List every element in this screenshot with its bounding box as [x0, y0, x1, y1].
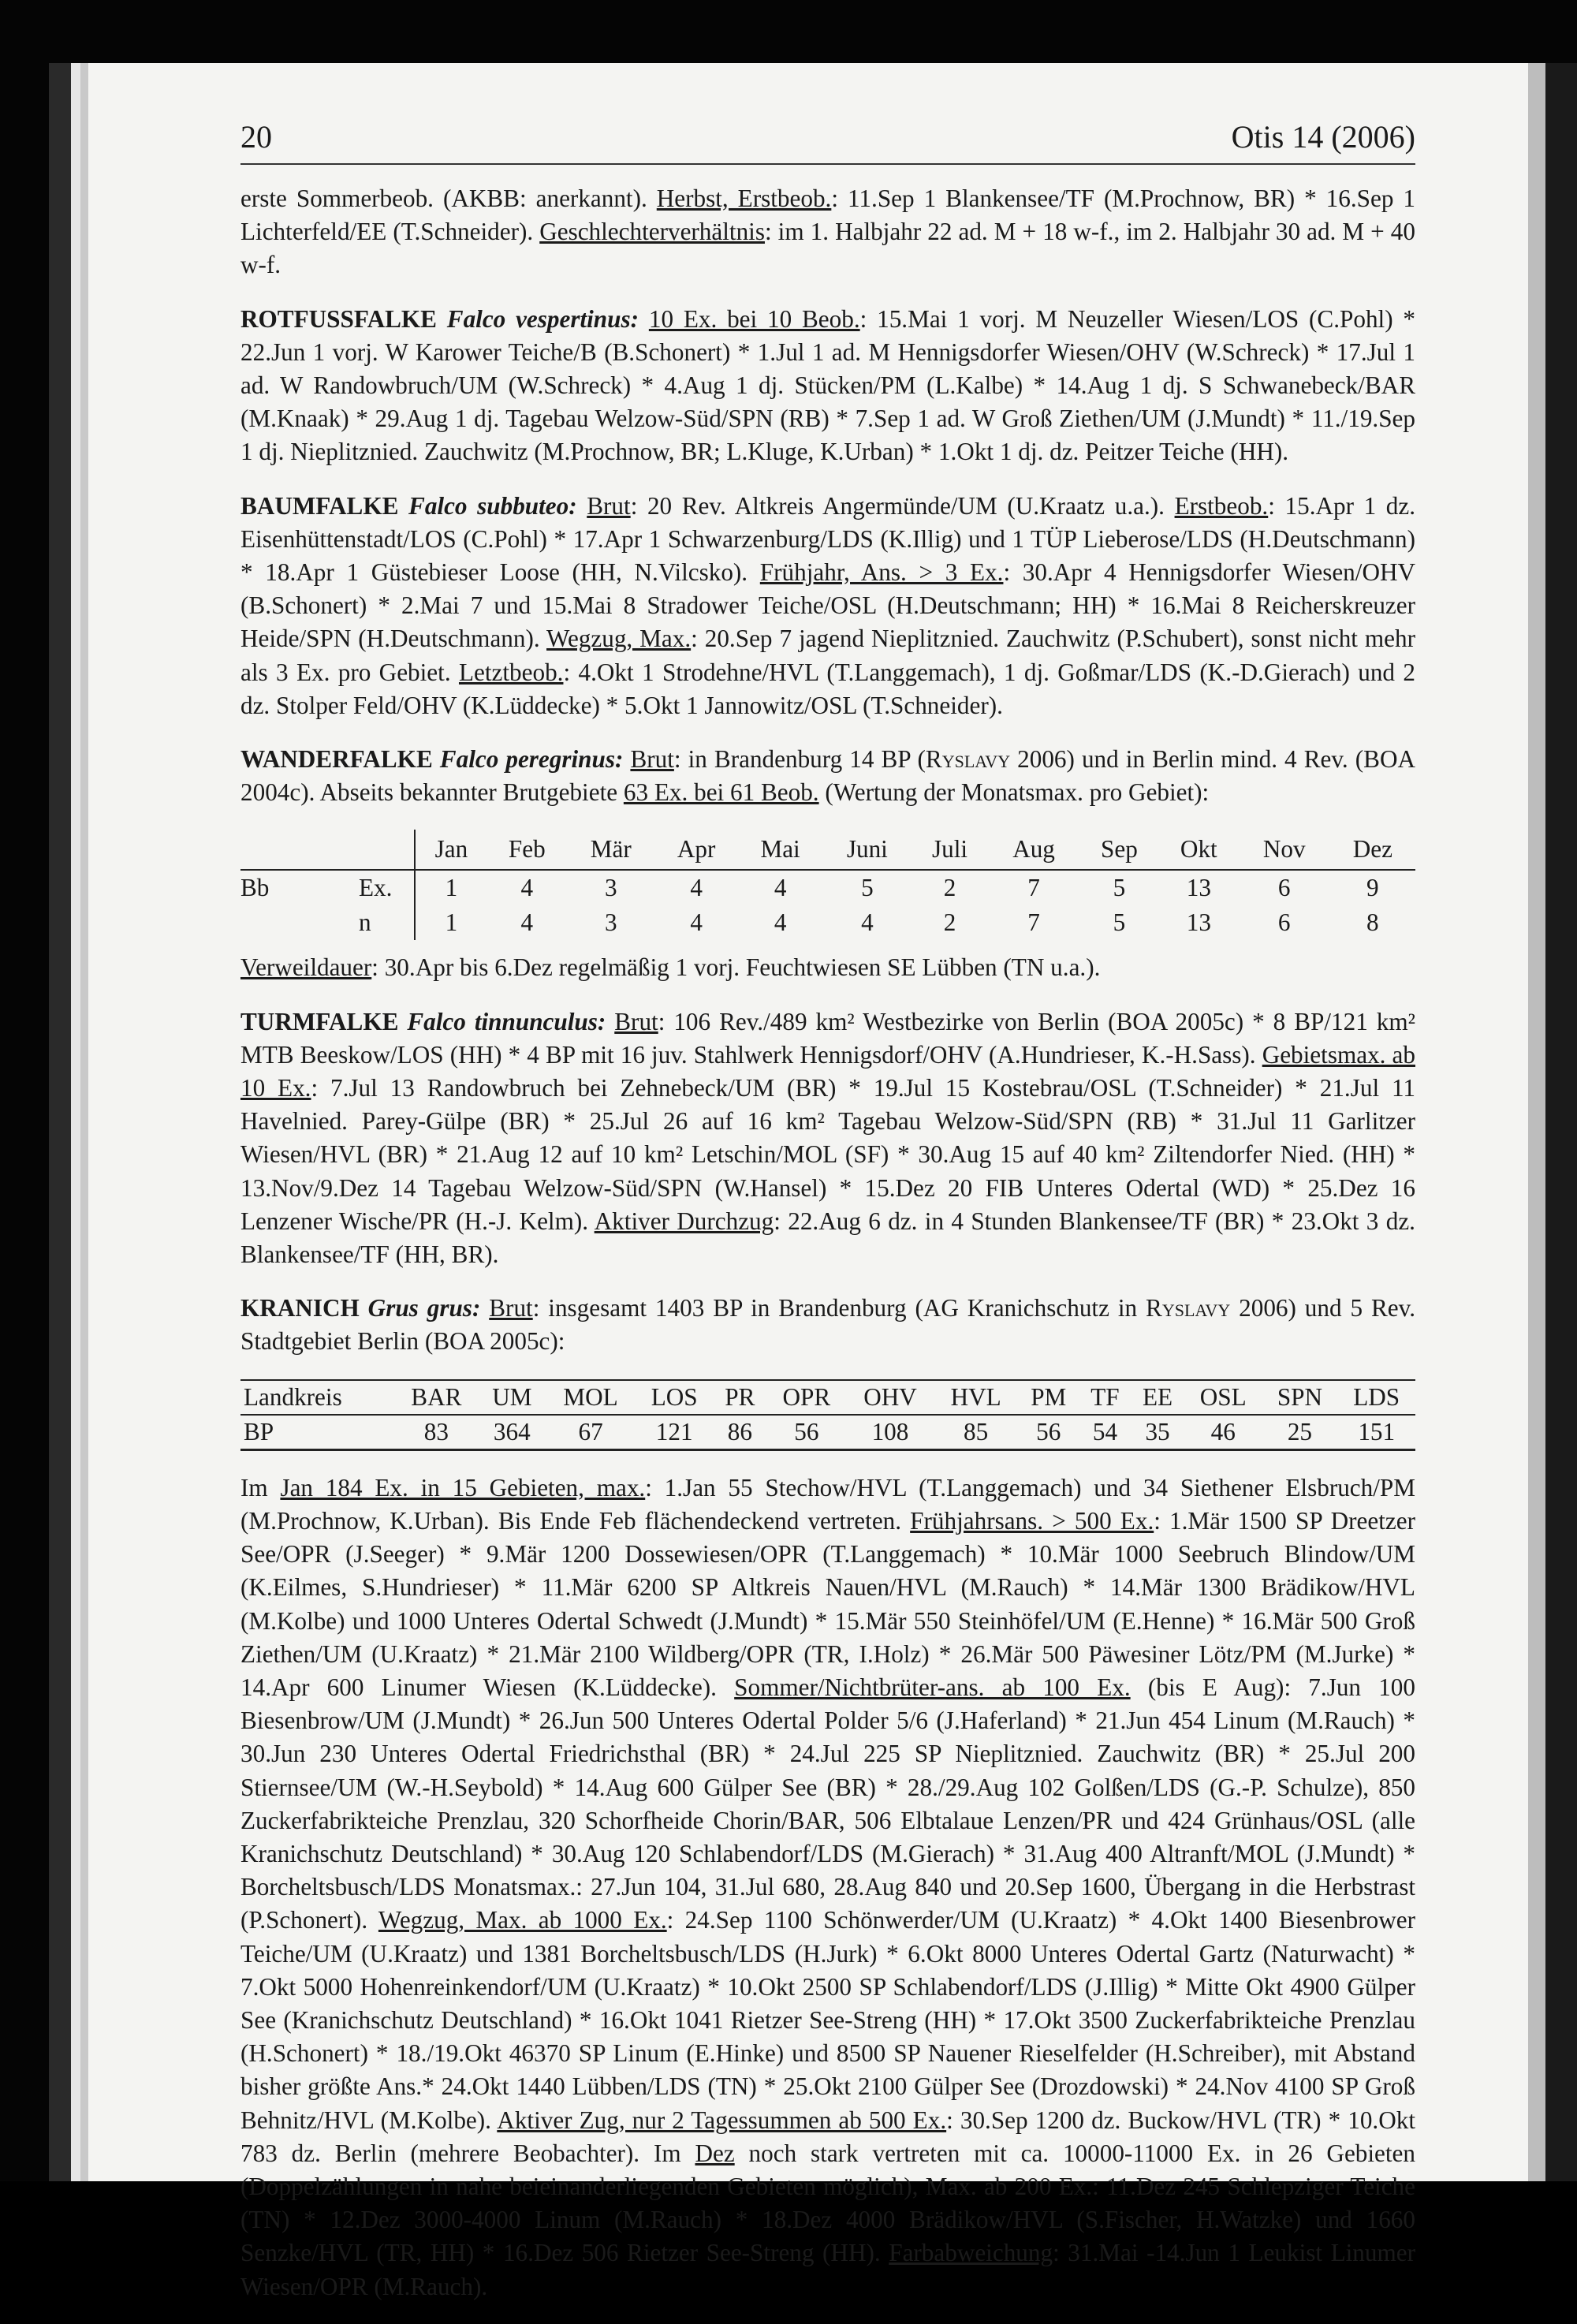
underlined-heading: Brut: [489, 1294, 533, 1322]
month-header: Juni: [846, 835, 888, 864]
table-cell: 3: [604, 908, 617, 937]
underlined-heading: Aktiver Zug, nur 2 Tagessummen ab 500 Ex.: [497, 2106, 947, 2134]
table-cell: 8: [1366, 908, 1379, 937]
table-cell: BP: [240, 1415, 394, 1450]
scientific-name: Grus grus:: [367, 1294, 481, 1322]
table-cell: 9: [1330, 870, 1415, 905]
text-run: : 22.Aug 6 dz. in 4 Stunden Blankensee/TF (BR) * 23.Okt 3 dz. Blankensee/TF (HH, BR).: [240, 1207, 1415, 1269]
row-label-measure: Ex.: [359, 870, 415, 905]
underlined-heading: Gebietsmax. ab 10 Ex.: [240, 1040, 1415, 1102]
district-header: OPR: [766, 1380, 846, 1415]
underlined-heading: Frühjahrsans. > 500 Ex.: [910, 1506, 1154, 1535]
table-cell: 121: [636, 1415, 713, 1450]
month-header: Feb: [508, 835, 546, 864]
table-cell: 4: [737, 870, 822, 905]
underlined-heading: 63 Ex. bei 61 Beob.: [623, 778, 819, 807]
page-number: 20: [240, 119, 272, 155]
text-run: : 1.Jan 55 Stechow/HVL (T.Langgemach) und 34 Siethener Elsbruch/PM (M.Prochnow, K.Urban). Bis Ende Feb flächendeckend vertreten.: [240, 1473, 1415, 1535]
page-content: [240, 118, 1415, 2324]
table-cell: 4: [774, 908, 787, 937]
month-header: Dez: [1352, 835, 1392, 864]
table-cell: 4: [487, 870, 567, 905]
district-header: OSL: [1184, 1380, 1262, 1415]
text-run: (Wertung der Monatsmax. pro Gebiet):: [818, 778, 1210, 807]
underlined-heading: Sommer/Nichtbrüter-ans. ab 100 Ex.: [734, 1673, 1131, 1701]
underlined-heading: Geschlechterverhältnis: [539, 218, 765, 246]
underlined-heading: Verweildauer: [240, 953, 372, 982]
kranich-para: [240, 1292, 1415, 1358]
table-cell: 2: [943, 908, 956, 937]
text-run: : 30.Apr 4 Hennigsdorfer Wiesen/OHV (B.Schonert) * 2.Mai 7 und 15.Mai 8 Stradower Teiche/OSL (H.Deutschmann; HH) * 16.Mai 8 Reicherskreuzer Heide/SPN (H.Deutschmann).: [240, 558, 1416, 653]
table-cell: 13: [1159, 870, 1239, 905]
text-run: 2006) und 5 Rev. Stadtgebiet Berlin (BOA 2005c):: [240, 1294, 1416, 1356]
text-run: : 106 Rev./489 km² Westbezirke von Berlin (BOA 2005c) * 8 BP/121 km² MTB Beeskow/LOS (HH) * 4 BP mit 16 juv. Stahlwerk Hennigsdorf/OHV (A.Hundrieser, K.-H.Sass).: [240, 1007, 1415, 1069]
month-header: Mai: [760, 835, 800, 864]
table-cell: 46: [1184, 1415, 1262, 1450]
page-stack-edge-right: [1528, 63, 1545, 2181]
month-header: Juli: [932, 835, 968, 864]
underlined-heading: Frühjahr, Ans. > 3 Ex.: [759, 558, 1004, 587]
text-run: : 1.Mär 1500 SP Dreetzer See/OPR (J.Seeger) * 9.Mär 1200 Dossewiesen/OPR (T.Langgemach) * 10.Mär 1000 Seebruch Blindow/UM (K.Eilmes, S.Hundrieser) * 11.Mär 6200 SP Altkreis Nauen/HVL (M.Rauch) * 14.Mär 1300 Brädikow/HVL (M.Kolbe) und 1000 Unteres Odertal Schwedt (J.Mundt) * 15.Mär 550 Steinhöfel/UM (E.Henne) * 16.Mär 500 Groß Ziethen/UM (U.Kraatz) * 21.Mär 2100 Wildberg/OPR (TR, I.Holz) * 26.Mär 500 Päwesiner Lötz/PM (M.Jurke) * 14.Apr 600 Linumer Wiesen (K.Lüddecke).: [240, 1506, 1415, 1701]
underlined-heading: Brut: [587, 491, 631, 520]
text-run: : 11.Sep 1 Blankensee/TF (M.Prochnow, BR) * 16.Sep 1 Lichterfeld/EE (T.Schneider).: [240, 185, 1415, 246]
underlined-heading: Wegzug, Max. ab 1000 Ex.: [378, 1906, 667, 1934]
underlined-heading: Jan 184 Ex. in 15 Gebieten, max.: [280, 1473, 646, 1501]
table-row: [240, 870, 1415, 905]
district-header: TF: [1079, 1380, 1131, 1415]
month-header: Apr: [677, 835, 716, 864]
page-stack-edge: [71, 63, 80, 2181]
text-run: : 31.Mai -14.Jun 1 Leukist Linumer Wiesen/OPR (M.Rauch).: [240, 2239, 1415, 2300]
table-cell: 151: [1337, 1415, 1415, 1450]
district-header: LDS: [1337, 1380, 1415, 1415]
text-run: noch stark vertreten mit ca. 10000-11000 Ex. in 26 Gebieten (Doppelzählungen in nahe beieinanderliegenden Gebieten möglich), Max. ab 200 Ex.: 11.Dez 245 Schlepziger Teiche (TN) * 12.Dez 3000-4000 Linum (M.Rauch) * 18.Dez 4000 Brädikow/HVL (S.Fischer, H.Watzke) und 1660 Senzke/HVL (TR, HH) * 16.Dez 506 Rietzer See-Streng (HH).: [240, 2139, 1415, 2267]
district-header: BAR: [394, 1380, 478, 1415]
species-name: ROTFUSSFALKE: [240, 304, 447, 333]
text-run: : in Brandenburg 14 BP (: [673, 745, 926, 774]
text-run: (bis E Aug): 7.Jun 100 Biesenbrow/UM (J.Mundt) * 26.Jun 500 Unteres Odertal Polder 5/6 (J.Haferland) * 21.Jun 454 Linum (M.Rauch) * 30.Jun 230 Unteres Odertal Friedrichsthal (BR) * 24.Jul 225 SP Nieplitznied. Zauchwitz (BR) * 25.Jul 200 Stiernsee/UM (W.-H.Seybold) * 14.Aug 600 Gülper See (BR) * 28./29.Aug 102 Golßen/LDS (G.-P. Schulze), 850 Zuckerfabrikteiche Prenzlau, 320 Schorfheide Chorin/BAR, 506 Elbtalaue Lenzen/PR und 424 Grünhaus/OSL (alle Kranichschutz Deutschland) * 30.Aug 120 Schlabendorf/LDS (M.Gierach) * 31.Aug 400 Altranft/MOL (J.Mundt) * Borcheltsbusch/LDS Monatsmax.: 27.Jun 104, 31.Jul 680, 28.Aug 840 und 20.Sep 1600, Übergang in die Herbstrast (P.Schonert).: [240, 1673, 1415, 1934]
month-header: Okt: [1180, 835, 1217, 864]
table-cell: 35: [1131, 1415, 1184, 1450]
underlined-heading: Herbst, Erstbeob.: [656, 185, 832, 212]
header-blank-cell: [240, 830, 359, 870]
table-cell: 5: [1113, 908, 1126, 937]
scientific-name: Falco peregrinus:: [439, 745, 624, 774]
turmfalke-para: [240, 1005, 1415, 1272]
table-cell: 7: [988, 870, 1079, 905]
text-run: : 15.Apr 1 dz. Eisenhüttenstadt/LOS (C.Pohl) * 17.Apr 1 Schwarzenburg/LDS (K.Illig) und 1 TÜP Lieberose/LDS (H.Deutschmann) * 18.Apr 1 Güstebieser Loose (HH, N.Vilcsko).: [240, 491, 1416, 587]
table-cell: 1: [445, 908, 458, 937]
baumfalke-para: [240, 490, 1415, 722]
scientific-name: Falco subbuteo:: [408, 491, 577, 520]
text-run: [606, 1008, 614, 1035]
table-header-row: [240, 830, 1415, 870]
table-cell: 86: [713, 1415, 766, 1450]
scan-right-shadow: [1545, 63, 1577, 2181]
text-run: : 15.Mai 1 vorj. M Neuzeller Wiesen/LOS (C.Pohl) * 22.Jun 1 vorj. W Karower Teiche/B (B.Schonert) * 1.Jul 1 ad. M Hennigsdorfer Wiesen/OHV (W.Schreck) * 17.Jul 1 ad. W Randowbruch/UM (W.Schreck) * 4.Aug 1 dj. Stücken/PM (L.Kalbe) * 14.Aug 1 dj. S Schwanebeck/BAR (M.Knaak) * 29.Aug 1 dj. Tagebau Welzow-Süd/SPN (RB) * 7.Sep 1 ad. W Groß Ziethen/UM (J.Mundt) * 11./19.Sep 1 dj. Nieplitznied. Zauchwitz (M.Prochnow, BR; L.Kluge, K.Urban) * 1.Okt 1 dj. dz. Peitzer Teiche (HH).: [240, 304, 1416, 466]
text-run: [480, 1294, 489, 1322]
district-header: MOL: [546, 1380, 636, 1415]
row-label-region: [240, 905, 359, 940]
underlined-heading: Dez: [695, 2139, 735, 2167]
underlined-heading: Brut: [614, 1007, 658, 1035]
table-cell: 83: [394, 1415, 478, 1450]
month-header: Jan: [434, 835, 468, 864]
table-cell: 108: [846, 1415, 934, 1450]
district-header: SPN: [1262, 1380, 1337, 1415]
underlined-heading: Letztbeob.: [458, 658, 564, 686]
text-run: : 24.Sep 1100 Schönwerder/UM (U.Kraatz) * 4.Okt 1400 Biesenbrower Teiche/UM (U.Kraatz) und 1381 Borcheltsbusch/LDS (H.Jurk) * 6.Okt 8000 Unteres Odertal Gartz (Naturwacht) * 7.Okt 5000 Hohenreinkendorf/UM (U.Kraatz) * 10.Okt 2500 SP Schlabendorf/LDS (J.Illig) * Mitte Okt 4900 Gülper See (Kranichschutz Deutschland) * 16.Okt 1041 Rietzer See-Streng (HH) * 17.Okt 3500 Zuckerfabrikteiche Prenzlau (H.Schonert) * 18./19.Okt 46370 SP Linum (E.Hinke) und 8500 SP Nauener Rieselfelder (H.Schreiber), mit Abstand bisher größte Ans.* 24.Okt 1440 Lübben/LDS (TN) * 25.Okt 2100 Gülper See (Drozdowski) * 24.Nov 4100 SP Groß Behnitz/HVL (M.Kolbe).: [240, 1906, 1415, 2134]
verweildauer-para: [240, 951, 1415, 984]
underlined-heading: Erstbeob.: [1174, 491, 1269, 520]
text-run: Ryslavy: [1146, 1294, 1231, 1322]
table-row: [240, 1415, 1415, 1450]
running-header: [240, 118, 1415, 165]
table-cell: 54: [1079, 1415, 1131, 1450]
district-header: OHV: [846, 1380, 934, 1415]
text-run: : 4.Okt 1 Strodehne/HVL (T.Langgemach), 1 dj. Goßmar/LDS (K.-D.Gierach) und 2 dz. Stolper Feld/OHV (K.Lüddecke) * 5.Okt 1 Jannowitz/OSL (T.Schneider).: [240, 658, 1415, 719]
month-header: Mär: [590, 835, 632, 864]
table-cell: 3: [567, 870, 655, 905]
table-cell: 56: [1018, 1415, 1079, 1450]
page-stack-edge-inner: [80, 63, 88, 2181]
underlined-heading: Brut: [630, 745, 674, 774]
district-header: EE: [1131, 1380, 1184, 1415]
species-name: BAUMFALKE: [240, 491, 409, 520]
month-header: Aug: [1012, 835, 1055, 864]
district-header: LOS: [636, 1380, 713, 1415]
table-cell: 5: [823, 870, 912, 905]
kranich-district-table: [240, 1379, 1415, 1451]
intro-para: [240, 182, 1415, 282]
journal-citation: Otis 14 (2006): [1231, 119, 1415, 155]
underlined-heading: Farbabweichung: [889, 2239, 1053, 2267]
text-run: : 7.Jul 13 Randowbruch bei Zehnebeck/UM (BR) * 19.Jul 15 Kostebrau/OSL (T.Schneider) * 21.Jul 11 Havelnied. Parey-Gülpe (BR) * 25.Jul 26 auf 16 km² Tagebau Welzow-Süd/SPN (RB) * 31.Jul 11 Garlitzer Wiesen/HVL (BR) * 21.Aug 12 auf 10 km² Letschin/MOL (SF) * 30.Aug 15 auf 40 km² Ziltendorfer Nied. (HH) * 13.Nov/9.Dez 14 Tagebau Welzow-Süd/SPN (W.Hansel) * 15.Dez 20 FIB Unteres Odertal (WD) * 25.Dez 16 Lenzener Wische/PR (H.-J. Kelm).: [240, 1074, 1415, 1235]
table-cell: 6: [1239, 870, 1330, 905]
month-header: Sep: [1101, 835, 1138, 864]
text-run: 2006) und in Berlin mind. 4 Rev. (BOA 2004c). Abseits bekannter Brutgebiete: [240, 745, 1415, 807]
text-block-2: [240, 951, 1415, 1358]
species-name: TURMFALKE: [240, 1007, 408, 1035]
district-header: Landkreis: [240, 1380, 394, 1415]
text-run: : 30.Sep 1200 dz. Buckow/HVL (TR) * 10.Okt 783 dz. Berlin (mehrere Beobachter). Im: [240, 2106, 1416, 2167]
table-cell: 6: [1277, 908, 1291, 937]
kranich-details-para: [240, 1472, 1415, 2303]
table-cell: 4: [520, 908, 534, 937]
underlined-heading: 10 Ex. bei 10 Beob.: [648, 304, 860, 333]
district-header: PM: [1018, 1380, 1079, 1415]
table-cell: 364: [478, 1415, 546, 1450]
text-block-1: [240, 182, 1415, 809]
scientific-name: Falco vespertinus:: [446, 304, 639, 333]
wanderfalke-para: [240, 743, 1415, 809]
text-run: : 20 Rev. Altkreis Angermünde/UM (U.Kraatz u.a.).: [630, 491, 1175, 520]
table-header-row: [240, 1380, 1415, 1415]
table-cell: 67: [546, 1415, 636, 1450]
text-block-3: [240, 1472, 1415, 2303]
table-cell: 5: [1079, 870, 1159, 905]
table-cell: 4: [655, 870, 738, 905]
text-run: erste Sommerbeob. (AKBB: anerkannt).: [240, 185, 657, 212]
table-cell: 25: [1262, 1415, 1337, 1450]
text-run: Ryslavy: [925, 745, 1011, 774]
table-cell: 4: [690, 908, 703, 937]
table-row: [240, 905, 1415, 940]
district-header: UM: [478, 1380, 546, 1415]
month-header: Nov: [1262, 835, 1306, 864]
underlined-heading: Aktiver Durchzug: [594, 1207, 774, 1235]
text-run: : im 1. Halbjahr 22 ad. M + 18 w-f., im 2. Halbjahr 30 ad. M + 40 w-f.: [240, 218, 1415, 279]
rotfussfalke-para: [240, 303, 1415, 469]
table-cell: 4: [861, 908, 874, 937]
scientific-name: Falco tinnunculus:: [407, 1007, 606, 1035]
text-run: : 20.Sep 7 jagend Nieplitznied. Zauchwitz (P.Schubert), sonst nicht mehr als 3 Ex. pro Gebiet.: [240, 625, 1415, 686]
row-label-region: Bb: [240, 870, 359, 905]
text-run: [639, 305, 649, 333]
underlined-heading: Wegzug, Max.: [546, 625, 692, 653]
table-cell: 2: [912, 870, 988, 905]
species-name: WANDERFALKE: [240, 745, 440, 774]
table-cell: 7: [1027, 908, 1040, 937]
table-cell: 85: [934, 1415, 1018, 1450]
wanderfalke-month-table: [240, 830, 1415, 940]
species-name: KRANICH: [240, 1294, 368, 1322]
table-cell: 1: [415, 870, 487, 905]
table-cell: 56: [766, 1415, 846, 1450]
table-cell: 13: [1186, 908, 1211, 937]
header-blank-cell: [359, 830, 415, 870]
district-header: HVL: [934, 1380, 1018, 1415]
text-run: : insgesamt 1403 BP in Brandenburg (AG Kranichschutz in: [532, 1294, 1146, 1322]
text-run: [577, 492, 587, 520]
scan-left-shadow: [49, 63, 71, 2181]
row-label-measure: n: [359, 905, 415, 940]
text-run: : 30.Apr bis 6.Dez regelmäßig 1 vorj. Feuchtwiesen SE Lübben (TN u.a.).: [371, 953, 1101, 982]
district-header: PR: [713, 1380, 766, 1415]
text-run: Im: [240, 1473, 281, 1501]
